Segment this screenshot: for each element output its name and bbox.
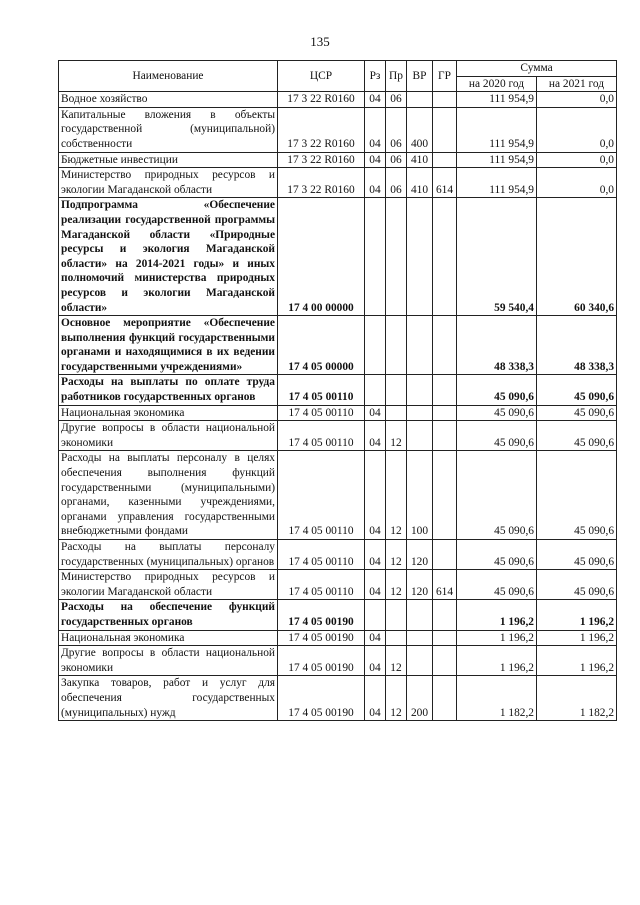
cell-gr xyxy=(433,152,457,168)
cell-sum-2020: 111 954,9 xyxy=(457,92,537,108)
cell-gr: 614 xyxy=(433,570,457,600)
cell-csr: 17 4 05 00110 xyxy=(278,421,365,451)
cell-csr: 17 4 05 00000 xyxy=(278,316,365,375)
cell-rz: 04 xyxy=(365,421,386,451)
cell-pr: 12 xyxy=(386,646,407,676)
table-row xyxy=(59,630,617,646)
cell-sum-2020: 1 196,2 xyxy=(457,630,537,646)
cell-gr xyxy=(433,676,457,721)
cell-sum-2020: 111 954,9 xyxy=(457,168,537,198)
cell-vr xyxy=(407,198,433,316)
cell-sum-2020: 45 090,6 xyxy=(457,451,537,540)
cell-name: Другие вопросы в области национальной экономики xyxy=(59,646,278,676)
cell-name: Национальная экономика xyxy=(59,630,278,646)
cell-sum-2021: 45 090,6 xyxy=(537,405,617,421)
cell-csr: 17 4 05 00110 xyxy=(278,540,365,570)
cell-pr: 06 xyxy=(386,152,407,168)
cell-name: Министерство природных ресурсов и экологии Магаданской области xyxy=(59,570,278,600)
cell-sum-2020: 45 090,6 xyxy=(457,405,537,421)
table-row xyxy=(59,92,617,108)
cell-rz xyxy=(365,198,386,316)
cell-rz: 04 xyxy=(365,152,386,168)
cell-csr: 17 3 22 R0160 xyxy=(278,152,365,168)
cell-rz: 04 xyxy=(365,630,386,646)
cell-gr xyxy=(433,375,457,405)
cell-gr xyxy=(433,540,457,570)
cell-sum-2021: 0,0 xyxy=(537,92,617,108)
cell-sum-2021: 1 196,2 xyxy=(537,630,617,646)
cell-pr: 06 xyxy=(386,92,407,108)
table-row xyxy=(59,600,617,630)
table-row xyxy=(59,152,617,168)
cell-sum-2020: 45 090,6 xyxy=(457,375,537,405)
cell-pr: 06 xyxy=(386,168,407,198)
cell-sum-2020: 59 540,4 xyxy=(457,198,537,316)
cell-csr: 17 4 05 00110 xyxy=(278,405,365,421)
cell-sum-2020: 45 090,6 xyxy=(457,540,537,570)
cell-pr: 12 xyxy=(386,451,407,540)
cell-gr xyxy=(433,646,457,676)
cell-pr: 06 xyxy=(386,107,407,152)
cell-pr xyxy=(386,630,407,646)
cell-name: Расходы на выплаты персоналу государственных (муниципальных) органов xyxy=(59,540,278,570)
cell-sum-2021: 0,0 xyxy=(537,168,617,198)
budget-table xyxy=(58,60,617,721)
cell-pr: 12 xyxy=(386,421,407,451)
cell-name: Закупка товаров, работ и услуг для обеспечения государственных (муниципальных) нужд xyxy=(59,676,278,721)
cell-sum-2020: 111 954,9 xyxy=(457,152,537,168)
table-row xyxy=(59,405,617,421)
cell-gr: 614 xyxy=(433,168,457,198)
cell-gr xyxy=(433,198,457,316)
cell-rz: 04 xyxy=(365,168,386,198)
table-row xyxy=(59,198,617,316)
cell-pr xyxy=(386,375,407,405)
cell-sum-2020: 1 196,2 xyxy=(457,646,537,676)
cell-sum-2021: 45 090,6 xyxy=(537,375,617,405)
header-sum: Сумма xyxy=(457,61,617,77)
header-year-2020: на 2020 год xyxy=(457,76,537,92)
table-row xyxy=(59,570,617,600)
cell-rz xyxy=(365,600,386,630)
cell-rz: 04 xyxy=(365,540,386,570)
header-csr: ЦСР xyxy=(278,61,365,92)
cell-sum-2021: 1 196,2 xyxy=(537,646,617,676)
cell-sum-2021: 1 182,2 xyxy=(537,676,617,721)
cell-sum-2021: 1 196,2 xyxy=(537,600,617,630)
cell-vr: 410 xyxy=(407,168,433,198)
cell-csr: 17 4 05 00110 xyxy=(278,451,365,540)
cell-vr: 400 xyxy=(407,107,433,152)
cell-sum-2021: 0,0 xyxy=(537,107,617,152)
cell-rz: 04 xyxy=(365,451,386,540)
cell-vr: 410 xyxy=(407,152,433,168)
table-row xyxy=(59,540,617,570)
cell-name: Водное хозяйство xyxy=(59,92,278,108)
cell-name: Основное мероприятие «Обеспечение выполнения функций государственными органами и находящимися в их ведении государственными учреждениями» xyxy=(59,316,278,375)
cell-pr xyxy=(386,198,407,316)
cell-gr xyxy=(433,421,457,451)
cell-vr xyxy=(407,375,433,405)
cell-gr xyxy=(433,630,457,646)
cell-rz xyxy=(365,316,386,375)
cell-sum-2020: 111 954,9 xyxy=(457,107,537,152)
cell-vr xyxy=(407,316,433,375)
cell-csr: 17 3 22 R0160 xyxy=(278,168,365,198)
page-number: 135 xyxy=(310,34,330,49)
cell-vr: 120 xyxy=(407,540,433,570)
cell-csr: 17 4 05 00110 xyxy=(278,375,365,405)
cell-name: Министерство природных ресурсов и экологии Магаданской области xyxy=(59,168,278,198)
table-row xyxy=(59,168,617,198)
cell-sum-2021: 45 090,6 xyxy=(537,421,617,451)
header-rz: Рз xyxy=(365,61,386,92)
cell-name: Подпрограмма «Обеспечение реализации государственной программы Магаданской области «Природные ресурсы и экология Магаданской области» на 2014-2021 годы» и иных полномочий министерства природных ресурсов и экологии Магаданской области» xyxy=(59,198,278,316)
cell-csr: 17 3 22 R0160 xyxy=(278,107,365,152)
table-row xyxy=(59,107,617,152)
cell-pr xyxy=(386,600,407,630)
cell-rz: 04 xyxy=(365,405,386,421)
table-row xyxy=(59,421,617,451)
cell-sum-2021: 48 338,3 xyxy=(537,316,617,375)
cell-sum-2021: 45 090,6 xyxy=(537,540,617,570)
cell-vr xyxy=(407,646,433,676)
cell-sum-2020: 45 090,6 xyxy=(457,421,537,451)
cell-vr: 200 xyxy=(407,676,433,721)
cell-name: Капитальные вложения в объекты государственной (муниципальной) собственности xyxy=(59,107,278,152)
cell-sum-2021: 45 090,6 xyxy=(537,570,617,600)
cell-sum-2020: 48 338,3 xyxy=(457,316,537,375)
cell-gr xyxy=(433,107,457,152)
cell-name: Расходы на выплаты персоналу в целях обеспечения выполнения функций государственными (муниципальными) органами, казенными учреждениями, органами управления государственными внебюджетными фондами xyxy=(59,451,278,540)
header-name: Наименование xyxy=(59,61,278,92)
cell-sum-2020: 1 196,2 xyxy=(457,600,537,630)
cell-pr xyxy=(386,405,407,421)
cell-vr xyxy=(407,92,433,108)
table-row xyxy=(59,316,617,375)
cell-rz: 04 xyxy=(365,107,386,152)
cell-rz: 04 xyxy=(365,570,386,600)
cell-pr: 12 xyxy=(386,570,407,600)
cell-vr xyxy=(407,405,433,421)
cell-csr: 17 4 05 00190 xyxy=(278,630,365,646)
cell-vr xyxy=(407,600,433,630)
cell-gr xyxy=(433,316,457,375)
cell-rz: 04 xyxy=(365,646,386,676)
cell-pr xyxy=(386,316,407,375)
cell-gr xyxy=(433,405,457,421)
cell-csr: 17 4 05 00110 xyxy=(278,570,365,600)
cell-gr xyxy=(433,600,457,630)
cell-vr xyxy=(407,421,433,451)
cell-pr: 12 xyxy=(386,676,407,721)
cell-vr: 100 xyxy=(407,451,433,540)
cell-sum-2020: 45 090,6 xyxy=(457,570,537,600)
cell-rz: 04 xyxy=(365,92,386,108)
cell-csr: 17 4 05 00190 xyxy=(278,646,365,676)
cell-csr: 17 4 05 00190 xyxy=(278,676,365,721)
cell-sum-2021: 60 340,6 xyxy=(537,198,617,316)
header-pr: Пр xyxy=(386,61,407,92)
cell-gr xyxy=(433,451,457,540)
cell-name: Расходы на обеспечение функций государственных органов xyxy=(59,600,278,630)
cell-gr xyxy=(433,92,457,108)
cell-name: Национальная экономика xyxy=(59,405,278,421)
cell-rz: 04 xyxy=(365,676,386,721)
table-row xyxy=(59,676,617,721)
cell-pr: 12 xyxy=(386,540,407,570)
cell-sum-2021: 45 090,6 xyxy=(537,451,617,540)
table-row xyxy=(59,451,617,540)
cell-name: Другие вопросы в области национальной экономики xyxy=(59,421,278,451)
cell-vr xyxy=(407,630,433,646)
table-body xyxy=(59,92,617,721)
cell-csr: 17 4 00 00000 xyxy=(278,198,365,316)
cell-name: Расходы на выплаты по оплате труда работников государственных органов xyxy=(59,375,278,405)
table-row xyxy=(59,646,617,676)
cell-vr: 120 xyxy=(407,570,433,600)
cell-sum-2021: 0,0 xyxy=(537,152,617,168)
header-year-2021: на 2021 год xyxy=(537,76,617,92)
cell-csr: 17 3 22 R0160 xyxy=(278,92,365,108)
header-vr: ВР xyxy=(407,61,433,92)
cell-rz xyxy=(365,375,386,405)
cell-name: Бюджетные инвестиции xyxy=(59,152,278,168)
cell-csr: 17 4 05 00190 xyxy=(278,600,365,630)
header-gr: ГР xyxy=(433,61,457,92)
cell-sum-2020: 1 182,2 xyxy=(457,676,537,721)
table-row xyxy=(59,375,617,405)
